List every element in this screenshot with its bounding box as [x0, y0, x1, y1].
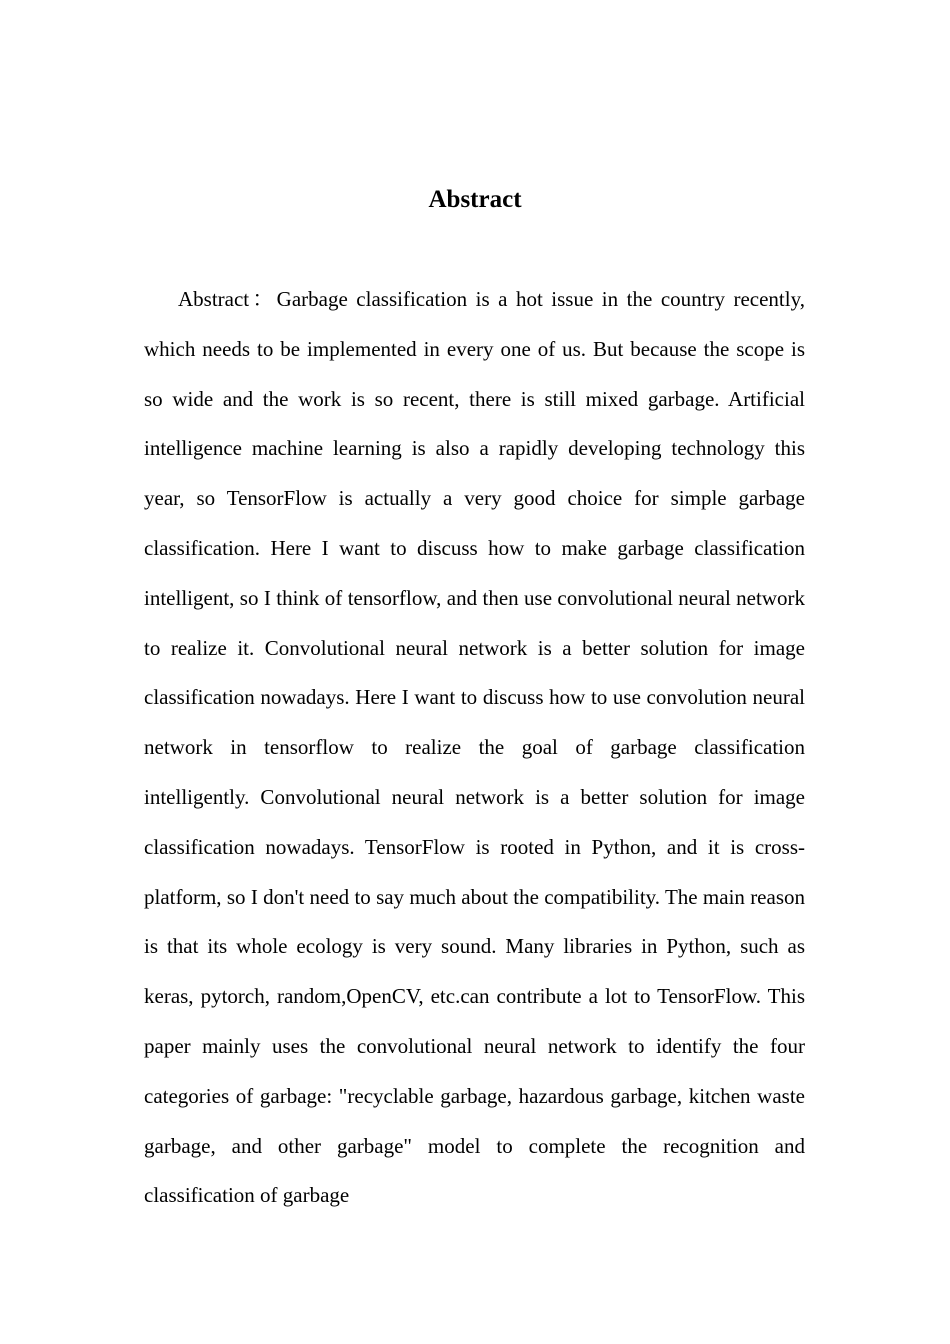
page-title: Abstract — [428, 186, 522, 213]
abstract-text: Garbage classification is a hot issue in the country recently, which needs to be implemented in every one of us. But because the scope is so wide and the work is so recent, there is still mixed garbage. Artificial intelligence machine learning is also a rapidly developing technology this year, so TensorFlow is actually a very good choice for simple garbage classification. Here I want to discuss how to make garbage classification intelligent, so I think of tensorflow, and then use convolutional neural network to realize it. Convolutional neural network is a better solution for image classification nowadays. Here I want to discuss how to use convolution neural network in tensorflow to realize the goal of garbage classification intelligently. Convolutional neural network is a better solution for image classification nowadays. TensorFlow is rooted in Python, and it is cross-platform, so I don't need to say much about the compatibility. The main reason is that its whole ecology is very sound. Many libraries in Python, such as keras, pytorch, random,OpenCV, etc.can contribute a lot to TensorFlow. This paper mainly uses the convolutional neural network to identify the four categories of garbage: "recyclable garbage, hazardous garbage, kitchen waste garbage, and other garbage" model to complete the recognition and classification of garbage — [144, 287, 805, 1208]
abstract-paragraph — [144, 275, 805, 1221]
abstract-label: Abstract： — [178, 287, 277, 311]
